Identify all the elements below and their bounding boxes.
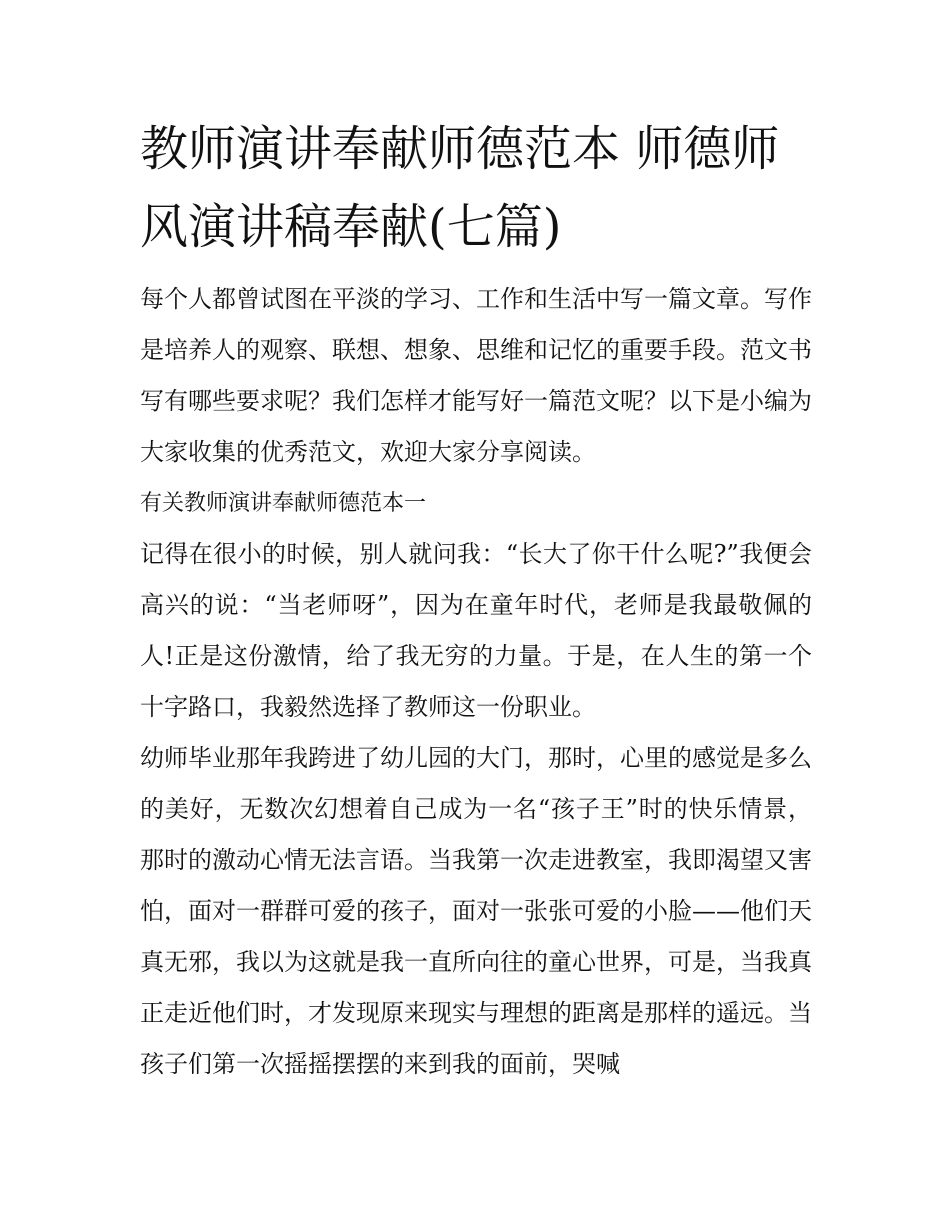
body-paragraph-2: 幼师毕业那年我跨进了幼儿园的大门，那时，心里的感觉是多么的美好，无数次幻想着自己成为一名“孩子王”时的快乐情景，那时的激动心情无法言语。当我第一次走进教室，我即渴望又害怕，面对一群群可爱的孩子，面对一张张可爱的小脸——他们天真无邪，我以为这就是我一直所向往的童心世界，可是，当我真正走近他们时，才发现原来现实与理想的距离是那样的遥远。当孩子们第一次摇摇摆摆的来到我的面前，哭喊 (140, 744, 812, 1078)
document-title: 教师演讲奉献师德范本 师德师风演讲稿奉献(七篇) (140, 121, 780, 255)
document-page (140, 110, 812, 1090)
body-paragraph-1: 记得在很小的时候，别人就问我：“长大了你干什么呢?”我便会高兴的说：“当老师呀”，因为在童年时代，老师是我最敬佩的人!正是这份激情，给了我无穷的力量。于是，在人生的第一个十字路口，我毅然选择了教师这一份职业。 (140, 540, 812, 721)
intro-paragraph: 每个人都曾试图在平淡的学习、工作和生活中写一篇文章。写作是培养人的观察、联想、想象、思维和记忆的重要手段。范文书写有哪些要求呢？我们怎样才能写好一篇范文呢？以下是小编为大家收集的优秀范文，欢迎大家分享阅读。 (140, 285, 812, 466)
section-heading: 有关教师演讲奉献师德范本一 (140, 491, 427, 516)
